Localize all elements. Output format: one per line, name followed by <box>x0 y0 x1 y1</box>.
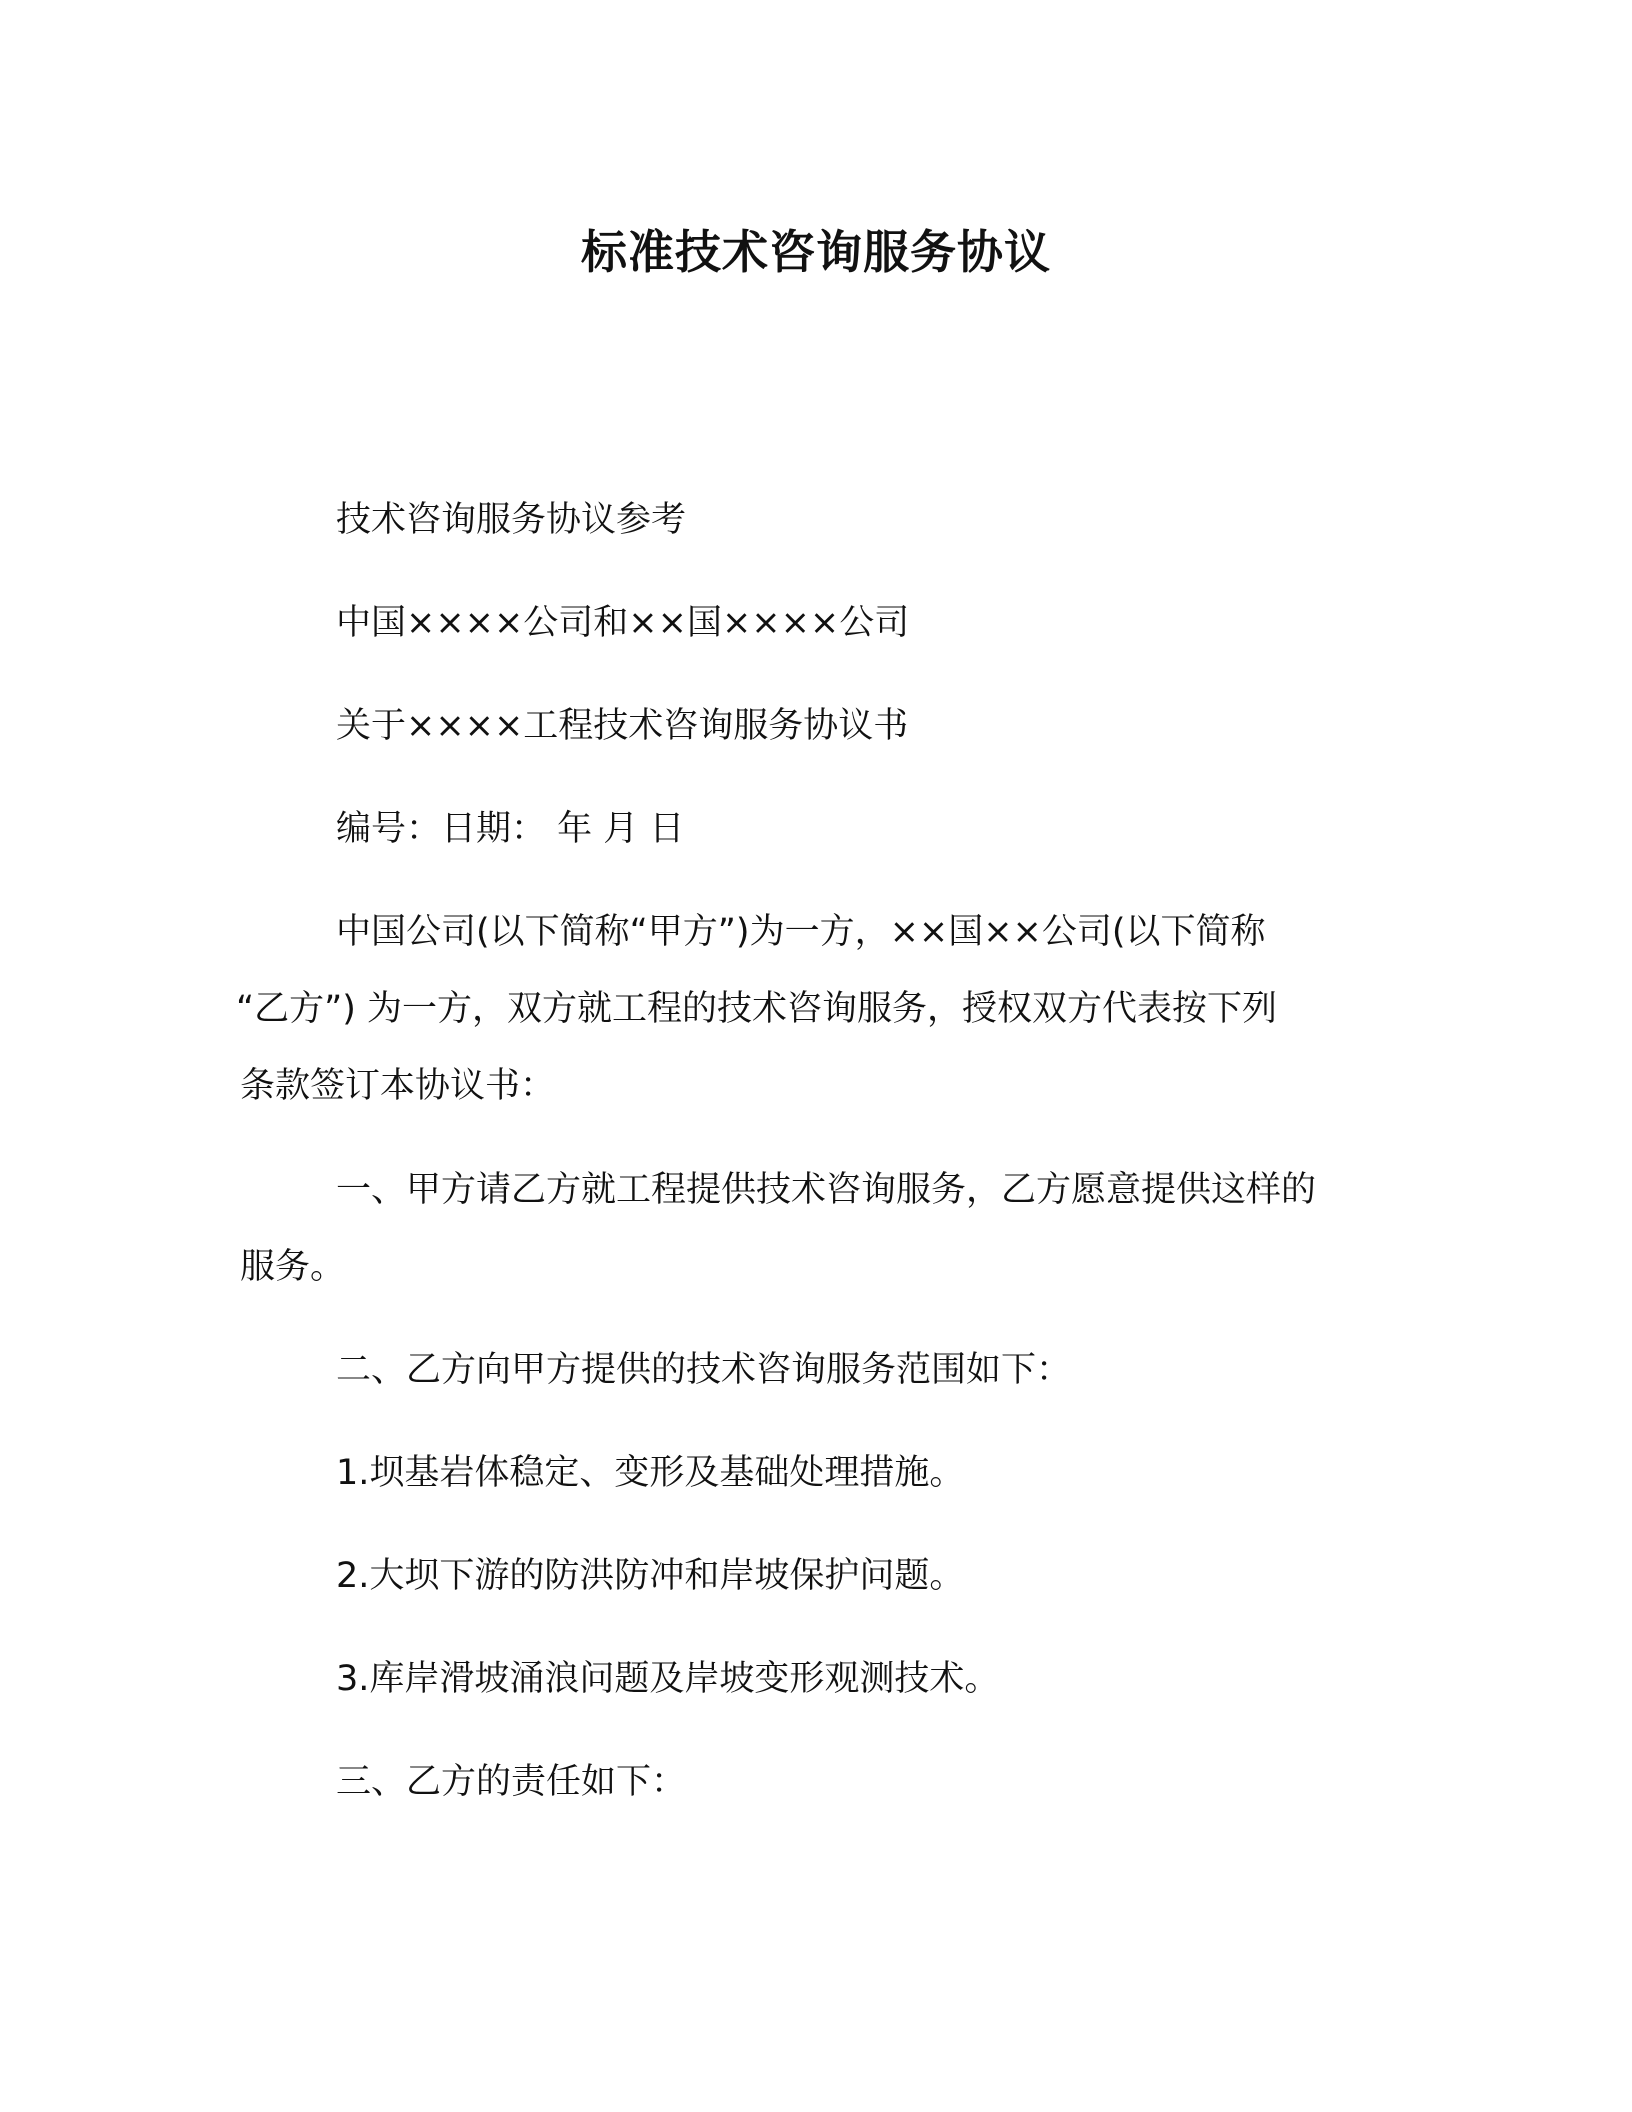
number-date-line: 编号：日期： 年 月 日 <box>336 809 685 849</box>
agreement-subject-line: 关于××××工程技术咨询服务协议书 <box>336 706 909 746</box>
clause-2-heading: 二、乙方向甲方提供的技术咨询服务范围如下： <box>336 1350 1072 1390</box>
clause-1-line-1: 一、甲方请乙方就工程提供技术咨询服务，乙方愿意提供这样的 <box>336 1170 1317 1210</box>
parties-line: 中国××××公司和××国××××公司 <box>336 603 910 643</box>
document-title: 标准技术咨询服务协议 <box>581 225 1051 279</box>
clause-2-item-3: 3.库岸滑坡涌浪问题及岸坡变形观测技术。 <box>336 1659 1000 1699</box>
preamble-line-3: 条款签订本协议书： <box>240 1066 556 1106</box>
clause-1-line-2: 服务。 <box>240 1247 346 1287</box>
clause-2-item-1: 1.坝基岩体稳定、变形及基础处理措施。 <box>336 1453 965 1493</box>
preamble-line-1: 中国公司(以下简称“甲方”)为一方，××国××公司(以下简称 <box>336 912 1266 952</box>
reference-heading: 技术咨询服务协议参考 <box>336 500 687 540</box>
clause-2-item-2: 2.大坝下游的防洪防冲和岸坡保护问题。 <box>336 1556 965 1596</box>
preamble-line-2: “乙方”) 为一方，双方就工程的技术咨询服务，授权双方代表按下列 <box>236 989 1278 1029</box>
clause-3-heading: 三、乙方的责任如下： <box>336 1762 687 1802</box>
